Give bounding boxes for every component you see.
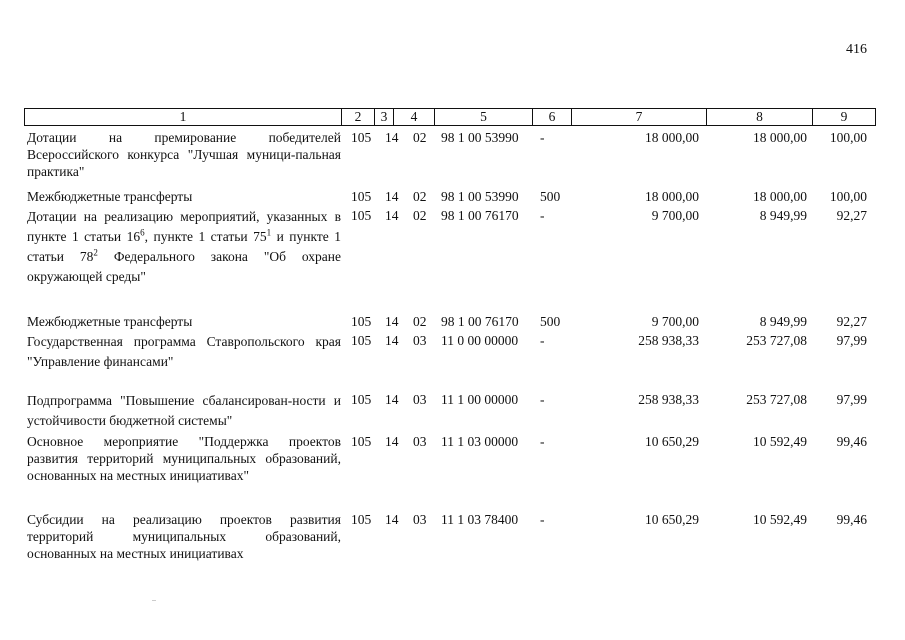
cell-col8: 10 592,49 <box>753 512 807 527</box>
column-header-5: 5 <box>434 108 532 126</box>
scan-speck <box>152 600 156 601</box>
cell-col8: 18 000,00 <box>753 130 807 145</box>
row-name-part: и пункте 1 статьи 78 <box>27 229 342 264</box>
cell-col2: 105 <box>351 130 372 145</box>
cell-col2: 105 <box>351 314 372 329</box>
cell-col8: 8 949,99 <box>759 314 807 329</box>
cell-col5: 98 1 00 53990 <box>441 130 519 145</box>
cell-col8: 253 727,08 <box>746 333 807 348</box>
row-name: Межбюджетные трансферты <box>27 189 193 204</box>
row-name <box>27 207 341 287</box>
page-number: 416 <box>846 42 867 57</box>
cell-col9: 99,46 <box>836 434 867 449</box>
cell-col3: 14 <box>385 314 399 329</box>
cell-col3: 14 <box>385 189 399 204</box>
superscript: 2 <box>93 247 98 258</box>
cell-col2: 105 <box>351 208 372 223</box>
row-name: Основное мероприятие "Поддержка проектов развития территорий муниципальных образований, основанных на местных инициативах" <box>27 434 341 483</box>
cell-col3: 14 <box>385 392 399 407</box>
cell-col7: 10 650,29 <box>645 434 699 449</box>
cell-col2: 105 <box>351 189 372 204</box>
cell-col4: 02 <box>413 208 427 223</box>
cell-col2: 105 <box>351 434 372 449</box>
column-header-6: 6 <box>532 108 571 126</box>
cell-col3: 14 <box>385 208 399 223</box>
cell-col7: 9 700,00 <box>651 208 699 223</box>
column-header-9: 9 <box>812 108 876 126</box>
superscript: 1 <box>266 227 272 238</box>
cell-col5: 11 1 03 00000 <box>441 434 519 449</box>
cell-col9: 100,00 <box>829 189 867 204</box>
cell-col9: 97,99 <box>836 333 867 348</box>
cell-col7: 18 000,00 <box>645 189 699 204</box>
cell-col7: 10 650,29 <box>645 512 699 527</box>
row-name: Межбюджетные трансферты <box>27 314 193 329</box>
column-header-1: 1 <box>24 108 341 126</box>
cell-col8: 8 949,99 <box>759 208 807 223</box>
superscript: 6 <box>140 227 145 238</box>
cell-col7: 258 938,33 <box>638 392 699 407</box>
cell-col9: 97,99 <box>836 392 867 407</box>
cell-col2: 105 <box>351 512 372 527</box>
cell-col8: 253 727,08 <box>746 392 807 407</box>
cell-col5: 11 0 00 00000 <box>441 333 519 348</box>
cell-col5: 11 1 03 78400 <box>441 512 519 527</box>
cell-col5: 98 1 00 53990 <box>441 189 519 204</box>
column-header-7: 7 <box>571 108 706 126</box>
row-name: Дотации на премирование победителей Всероссийского конкурса "Лучшая муници-пальная практика" <box>27 130 341 179</box>
cell-col8: 10 592,49 <box>753 434 807 449</box>
cell-col8: 18 000,00 <box>753 189 807 204</box>
cell-col6: 500 <box>540 314 561 329</box>
cell-col3: 14 <box>385 130 399 145</box>
cell-col5: 98 1 00 76170 <box>441 208 519 223</box>
cell-col4: 02 <box>413 314 427 329</box>
cell-col6: - <box>540 333 545 348</box>
cell-col5: 11 1 00 00000 <box>441 392 519 407</box>
cell-col7: 258 938,33 <box>638 333 699 348</box>
cell-col9: 100,00 <box>829 130 867 145</box>
cell-col4: 03 <box>413 392 427 407</box>
cell-col6: - <box>540 130 545 145</box>
row-name-part: Федерального закона "Об охране окружающей среды" <box>27 249 342 284</box>
cell-col9: 99,46 <box>836 512 867 527</box>
cell-col9: 92,27 <box>836 208 867 223</box>
cell-col5: 98 1 00 76170 <box>441 314 519 329</box>
table-header <box>24 108 876 126</box>
row-name: Субсидии на реализацию проектов развития территорий муниципальных образований, основанных на местных инициативах <box>27 512 341 561</box>
cell-col4: 03 <box>413 512 427 527</box>
cell-col2: 105 <box>351 333 372 348</box>
cell-col6: - <box>540 392 545 407</box>
row-name: Государственная программа Ставропольского края "Управление финансами" <box>27 334 341 369</box>
cell-col3: 14 <box>385 333 399 348</box>
column-header-2: 2 <box>341 108 374 126</box>
column-header-4: 4 <box>393 108 434 126</box>
cell-col4: 03 <box>413 434 427 449</box>
cell-col6: - <box>540 512 545 527</box>
cell-col3: 14 <box>385 512 399 527</box>
cell-col7: 9 700,00 <box>651 314 699 329</box>
cell-col4: 03 <box>413 333 427 348</box>
cell-col3: 14 <box>385 434 399 449</box>
cell-col9: 92,27 <box>836 314 867 329</box>
cell-col4: 02 <box>413 130 427 145</box>
row-name-part: , пункте 1 статьи 75 <box>144 229 267 244</box>
cell-col6: - <box>540 208 545 223</box>
cell-col2: 105 <box>351 392 372 407</box>
cell-col6: - <box>540 434 545 449</box>
cell-col7: 18 000,00 <box>645 130 699 145</box>
cell-col6: 500 <box>540 189 561 204</box>
cell-col4: 02 <box>413 189 427 204</box>
row-name: Подпрограмма "Повышение сбалансирован-ности и устойчивости бюджетной системы" <box>27 393 341 428</box>
row-name-part: Дотации на реализацию мероприятий, указанных в пункте 1 статьи 16 <box>27 209 341 244</box>
column-header-3: 3 <box>374 108 393 126</box>
column-header-8: 8 <box>706 108 812 126</box>
